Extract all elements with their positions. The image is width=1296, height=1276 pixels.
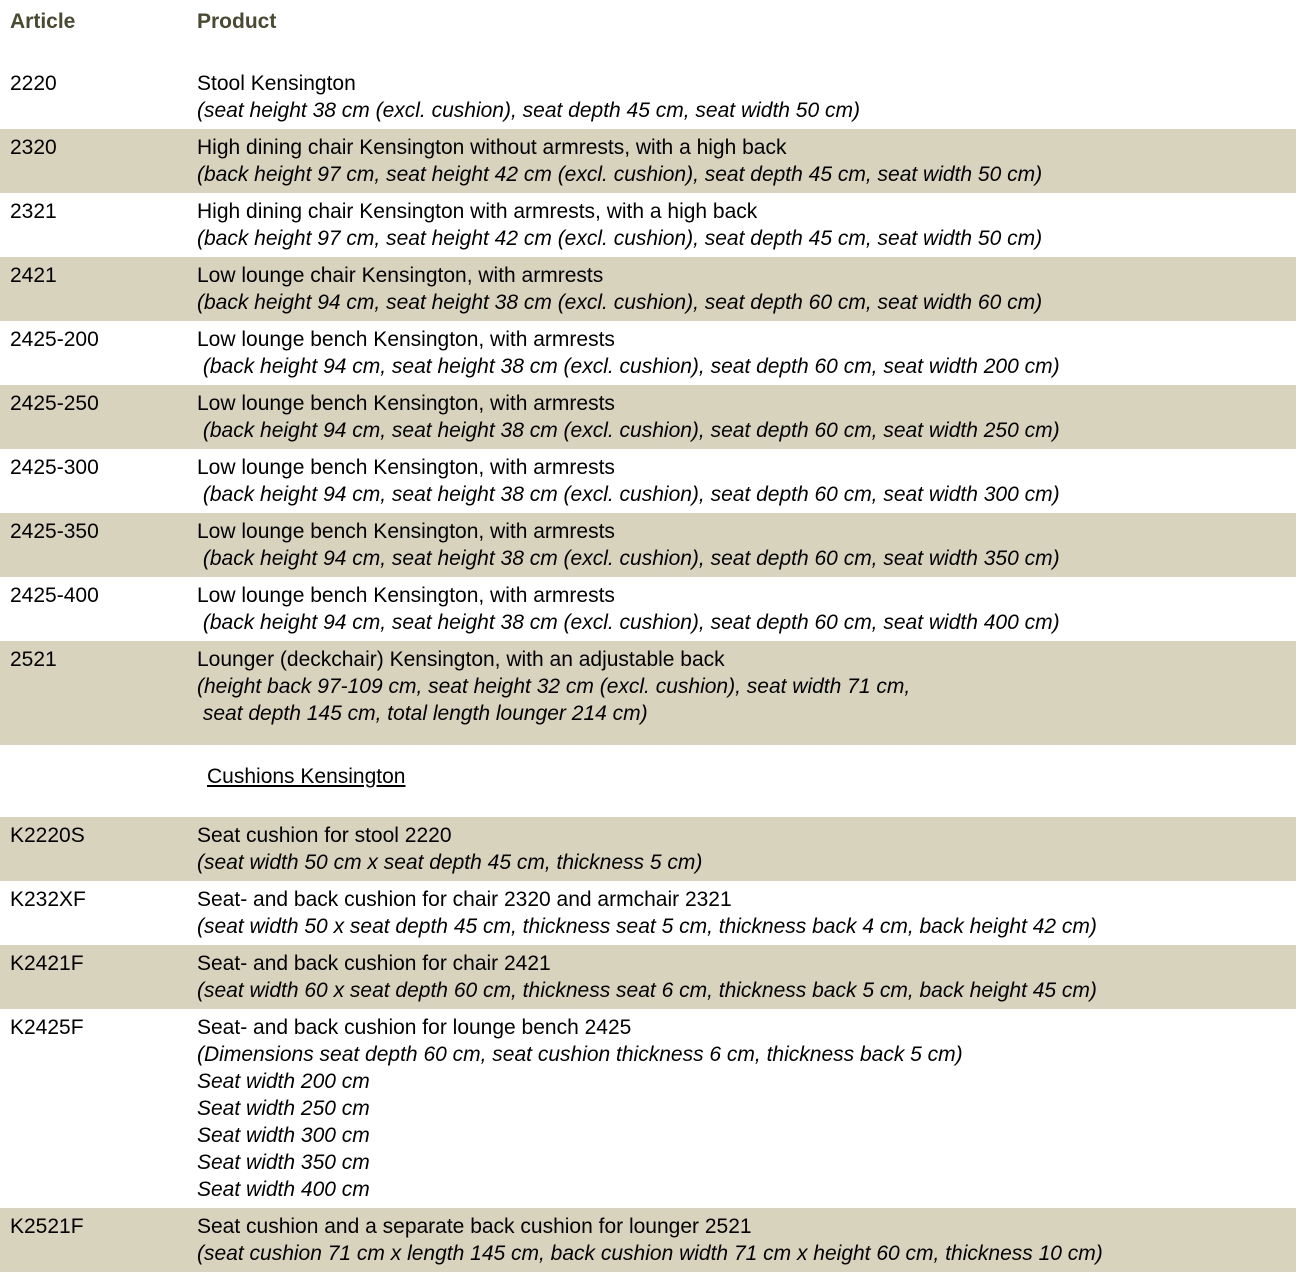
product-detail: Seat width 250 cm <box>197 1097 370 1120</box>
product-detail: (height back 97-109 cm, seat height 32 cm (excl. cushion), seat width 71 cm, <box>197 675 911 698</box>
article-number: 2425-250 <box>10 392 99 415</box>
product-detail: (back height 94 cm, seat height 38 cm (excl. cushion), seat depth 60 cm, seat width 300 cm) <box>197 483 1060 506</box>
table-row <box>0 641 1296 745</box>
product-title: High dining chair Kensington without armrests, with a high back <box>197 136 787 159</box>
table-row <box>0 945 1296 1009</box>
article-number: 2321 <box>10 200 57 223</box>
table-row <box>0 1009 1296 1208</box>
article-number: 2521 <box>10 648 57 671</box>
table-row <box>0 129 1296 193</box>
product-title: Seat cushion and a separate back cushion for lounger 2521 <box>197 1215 752 1238</box>
product-title: Low lounge chair Kensington, with armrests <box>197 264 604 287</box>
article-number: K2421F <box>10 952 84 975</box>
product-column-header: Product <box>197 10 277 33</box>
section-heading-row <box>0 763 1296 790</box>
product-detail: Seat width 350 cm <box>197 1151 370 1174</box>
table-row <box>0 513 1296 577</box>
product-detail: (Dimensions seat depth 60 cm, seat cushion thickness 6 cm, thickness back 5 cm) <box>197 1043 963 1066</box>
product-detail: Seat width 200 cm <box>197 1070 370 1093</box>
table-row <box>0 577 1296 641</box>
article-number: 2425-400 <box>10 584 99 607</box>
table-row <box>0 321 1296 385</box>
article-number: 2320 <box>10 136 57 159</box>
product-title: Low lounge bench Kensington, with armrests <box>197 328 615 351</box>
product-title: Low lounge bench Kensington, with armrests <box>197 584 615 607</box>
product-title: Seat- and back cushion for chair 2320 and armchair 2321 <box>197 888 732 911</box>
table-row <box>0 817 1296 881</box>
product-detail: (back height 94 cm, seat height 38 cm (excl. cushion), seat depth 60 cm, seat width 400 cm) <box>197 611 1060 634</box>
product-title: Seat- and back cushion for chair 2421 <box>197 952 551 975</box>
table-row <box>0 193 1296 257</box>
table-row <box>0 385 1296 449</box>
article-column-header: Article <box>10 10 76 33</box>
product-detail: Seat width 300 cm <box>197 1124 370 1147</box>
product-title: High dining chair Kensington with armrests, with a high back <box>197 200 758 223</box>
article-number: 2425-350 <box>10 520 99 543</box>
product-title: Stool Kensington <box>197 72 356 95</box>
product-detail: (back height 97 cm, seat height 42 cm (excl. cushion), seat depth 45 cm, seat width 50 cm) <box>197 163 1043 186</box>
article-number: 2421 <box>10 264 57 287</box>
product-detail: (back height 94 cm, seat height 38 cm (excl. cushion), seat depth 60 cm, seat width 250 cm) <box>197 419 1060 442</box>
product-title: Seat- and back cushion for lounge bench 2425 <box>197 1016 632 1039</box>
product-title: Low lounge bench Kensington, with armrests <box>197 392 615 415</box>
table-row <box>0 65 1296 129</box>
table-row <box>0 881 1296 945</box>
article-number: K232XF <box>10 888 86 911</box>
article-number: 2220 <box>10 72 57 95</box>
product-detail: (seat cushion 71 cm x length 145 cm, back cushion width 71 cm x height 60 cm, thickness 10 cm) <box>197 1242 1103 1265</box>
product-detail: seat depth 145 cm, total length lounger 214 cm) <box>197 702 648 725</box>
table-row <box>0 1208 1296 1272</box>
product-detail: (seat width 50 x seat depth 45 cm, thickness seat 5 cm, thickness back 4 cm, back height 42 cm) <box>197 915 1097 938</box>
article-number: K2521F <box>10 1215 84 1238</box>
product-title: Seat cushion for stool 2220 <box>197 824 452 847</box>
article-number: K2220S <box>10 824 85 847</box>
table-header-row <box>0 8 1296 35</box>
product-title: Low lounge bench Kensington, with armrests <box>197 456 615 479</box>
article-number: K2425F <box>10 1016 84 1039</box>
product-detail: (seat height 38 cm (excl. cushion), seat depth 45 cm, seat width 50 cm) <box>197 99 860 122</box>
product-detail: (seat width 50 cm x seat depth 45 cm, thickness 5 cm) <box>197 851 703 874</box>
product-detail: (seat width 60 x seat depth 60 cm, thickness seat 6 cm, thickness back 5 cm, back height 45 cm) <box>197 979 1097 1002</box>
table-row <box>0 257 1296 321</box>
product-title: Lounger (deckchair) Kensington, with an adjustable back <box>197 648 725 671</box>
product-detail: (back height 94 cm, seat height 38 cm (excl. cushion), seat depth 60 cm, seat width 200 cm) <box>197 355 1060 378</box>
section-title-cushions: Cushions Kensington <box>207 765 406 788</box>
product-detail: (back height 94 cm, seat height 38 cm (excl. cushion), seat depth 60 cm, seat width 350 cm) <box>197 547 1060 570</box>
article-number: 2425-300 <box>10 456 99 479</box>
product-detail: (back height 97 cm, seat height 42 cm (excl. cushion), seat depth 45 cm, seat width 50 cm) <box>197 227 1043 250</box>
table-row <box>0 449 1296 513</box>
product-detail: Seat width 400 cm <box>197 1178 370 1201</box>
product-detail: (back height 94 cm, seat height 38 cm (excl. cushion), seat depth 60 cm, seat width 60 cm) <box>197 291 1043 314</box>
product-title: Low lounge bench Kensington, with armrests <box>197 520 615 543</box>
article-number: 2425-200 <box>10 328 99 351</box>
